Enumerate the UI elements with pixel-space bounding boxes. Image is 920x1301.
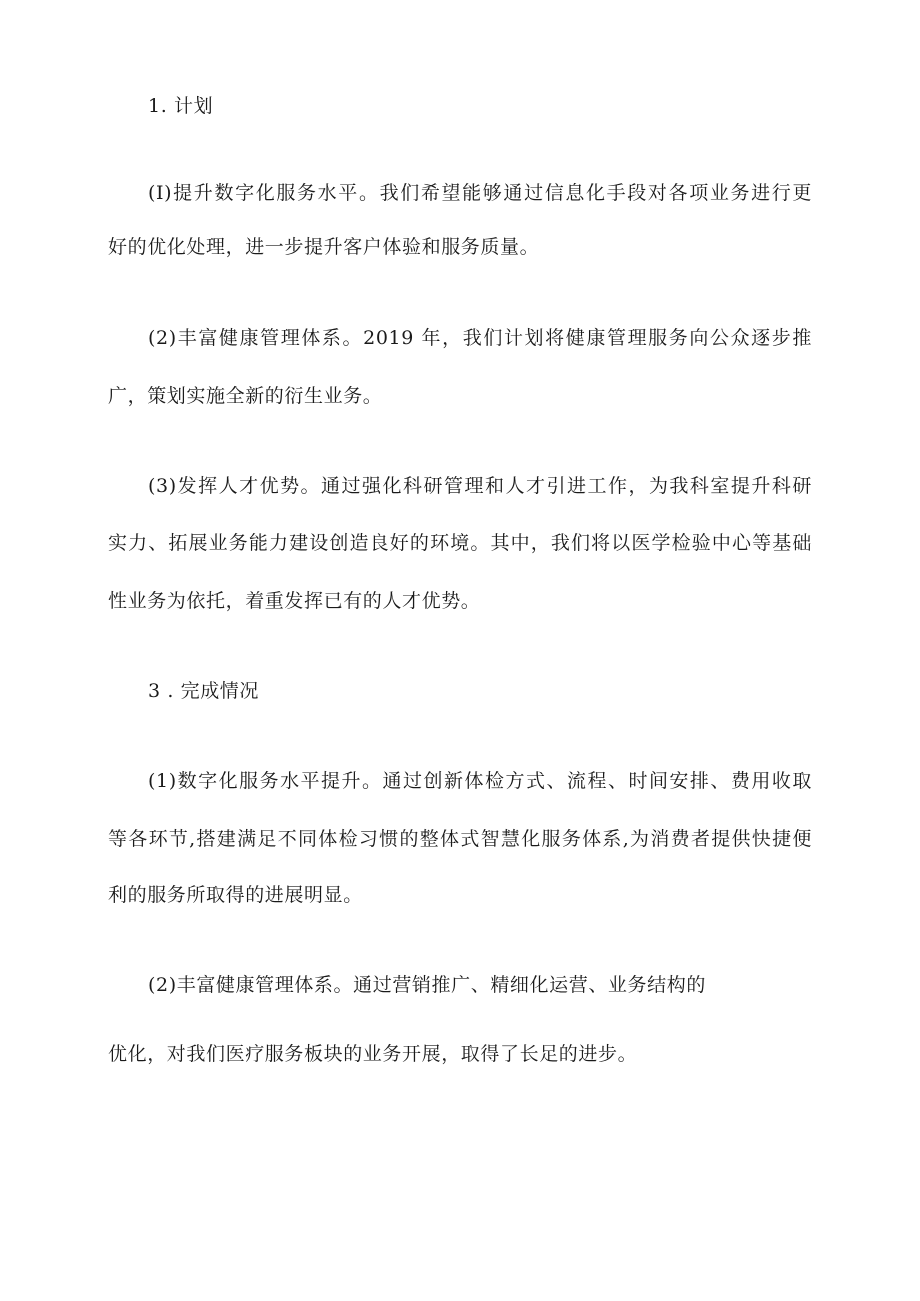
plan-item-3-line-2: 实力、拓展业务能力建设创造良好的环境。其中，我们将以医学检验中心等基础 (108, 532, 812, 554)
completion-item-1-line-1: (1)数字化服务水平提升。通过创新体检方式、流程、时间安排、费用收取 (148, 770, 812, 792)
plan-item-1-line-1: (I)提升数字化服务水平。我们希望能够通过信息化手段对各项业务进行更 (148, 182, 812, 204)
completion-item-1-line-2: 等各环节,搭建满足不同体检习惯的整体式智慧化服务体系,为消费者提供快捷便 (108, 828, 812, 850)
completion-item-1-line-3: 利的服务所取得的进展明显。 (108, 884, 363, 906)
completion-item-2-line-1: (2)丰富健康管理体系。通过营销推广、精细化运营、业务结构的 (148, 974, 706, 996)
plan-item-2-line-2: 广，策划实施全新的衍生业务。 (108, 385, 383, 407)
plan-item-3-line-3: 性业务为依托，着重发挥已有的人才优势。 (108, 590, 481, 612)
completion-heading: 3 . 完成情况 (148, 680, 260, 702)
plan-item-3-line-1: (3)发挥人才优势。通过强化科研管理和人才引进工作，为我科室提升科研 (148, 475, 812, 497)
plan-heading: 1. 计划 (148, 95, 214, 117)
completion-item-2-line-2: 优化，对我们医疗服务板块的业务开展，取得了长足的进步。 (108, 1043, 638, 1065)
plan-item-2-line-1: (2)丰富健康管理体系。2019 年，我们计划将健康管理服务向公众逐步推 (148, 327, 812, 349)
plan-item-1-line-2: 好的优化处理，进一步提升客户体验和服务质量。 (108, 236, 540, 258)
